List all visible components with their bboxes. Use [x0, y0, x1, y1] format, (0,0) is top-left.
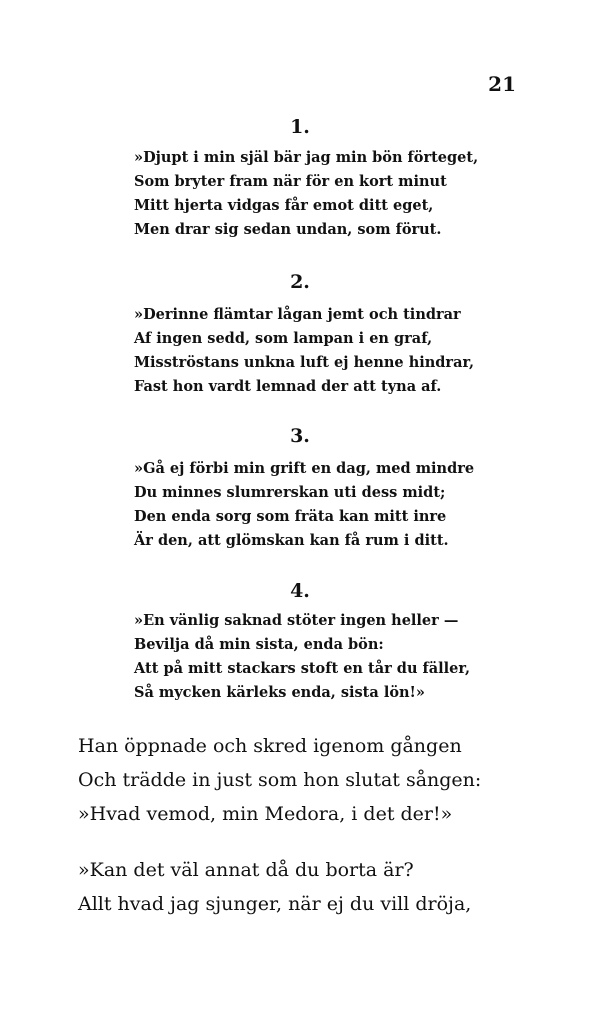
narrative-line: Allt hvad jag sjunger, när ej du vill dröja,: [78, 893, 472, 915]
stanza-number: 4.: [290, 580, 310, 602]
stanza: [134, 457, 554, 553]
narrative-block: [78, 853, 578, 921]
verse-line: Misströstans unkna luft ej henne hindrar,: [134, 354, 475, 371]
verse-line: Du minnes slumrerskan uti dess midt;: [134, 484, 446, 501]
narrative-line: Han öppnade och skred igenom gången: [78, 735, 462, 757]
verse-line: Så mycken kärleks enda, sista lön!»: [134, 684, 425, 701]
verse-line: »Derinne flämtar lågan jemt och tindrar: [134, 306, 461, 323]
verse-line: Mitt hjerta vidgas får emot ditt eget,: [134, 197, 434, 214]
narrative-line: »Hvad vemod, min Medora, i det der!»: [78, 803, 453, 825]
verse-line: Den enda sorg som fräta kan mitt inre: [134, 508, 447, 525]
stanza-number: 1.: [290, 116, 310, 138]
verse-line: »En vänlig saknad stöter ingen heller —: [134, 612, 459, 629]
verse-line: Bevilja då min sista, enda bön:: [134, 636, 384, 653]
narrative-block: [78, 729, 578, 831]
stanza: [134, 303, 554, 399]
page-number: 21: [488, 72, 516, 96]
stanza-number: 2.: [290, 271, 310, 293]
stanza-number: 3.: [290, 425, 310, 447]
verse-line: Är den, att glömskan kan få rum i ditt.: [134, 532, 449, 549]
narrative-line: Och trädde in just som hon slutat sången:: [78, 769, 482, 791]
narrative-line: »Kan det väl annat då du borta är?: [78, 859, 414, 881]
verse-line: »Gå ej förbi min grift en dag, med mindre: [134, 460, 475, 477]
stanza: [134, 146, 554, 242]
verse-line: »Djupt i min själ bär jag min bön förteget,: [134, 149, 479, 166]
verse-line: Som bryter fram när för en kort minut: [134, 173, 447, 190]
verse-line: Af ingen sedd, som lampan i en graf,: [134, 330, 433, 347]
verse-line: Fast hon vardt lemnad der att tyna af.: [134, 378, 442, 395]
stanza: [134, 609, 554, 705]
verse-line: Men drar sig sedan undan, som förut.: [134, 221, 442, 238]
verse-line: Att på mitt stackars stoft en tår du fäller,: [134, 660, 471, 677]
